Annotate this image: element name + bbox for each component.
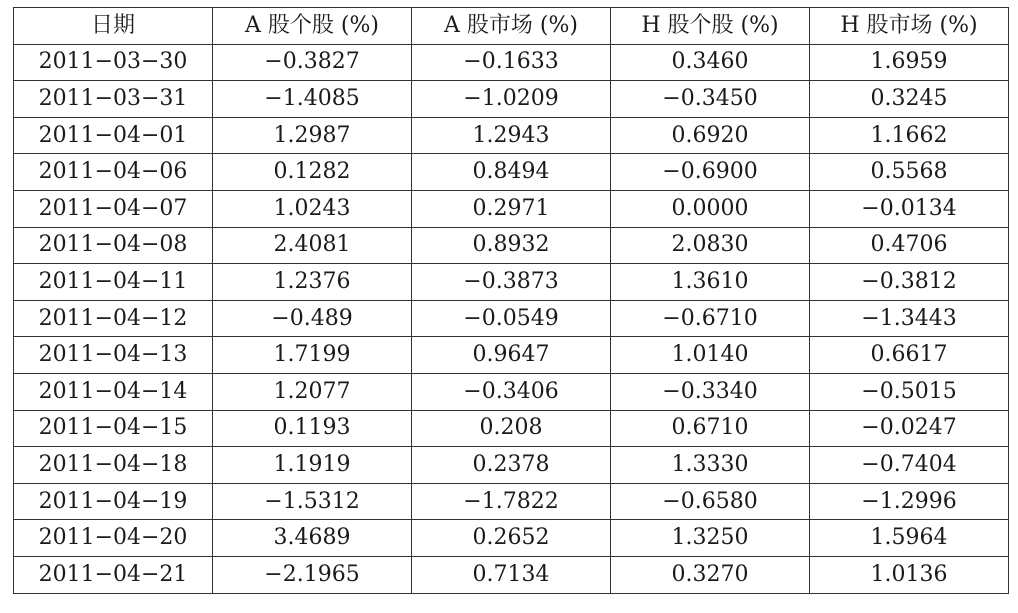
data-table-container	[13, 7, 1008, 594]
cell-h-stock: −0.6710	[611, 300, 810, 337]
cell-h-stock: 0.3460	[611, 44, 810, 81]
cell-a-stock: −0.3827	[213, 44, 412, 81]
cell-a-market: −0.0549	[412, 300, 611, 337]
cell-a-market: −0.3873	[412, 264, 611, 301]
cell-a-stock: 1.2077	[213, 373, 412, 410]
table-row	[14, 44, 1009, 81]
header-a-stock: A 股个股 (%)	[213, 8, 412, 45]
cell-a-stock: 1.1919	[213, 447, 412, 484]
cell-h-market: −0.7404	[810, 447, 1009, 484]
table-row	[14, 520, 1009, 557]
table-row	[14, 337, 1009, 374]
cell-a-stock: 2.4081	[213, 227, 412, 264]
cell-date: 2011−04−15	[14, 410, 213, 447]
table-row	[14, 447, 1009, 484]
cell-date: 2011−04−11	[14, 264, 213, 301]
table-row	[14, 154, 1009, 191]
cell-date: 2011−04−08	[14, 227, 213, 264]
cell-a-market: 0.2971	[412, 190, 611, 227]
cell-a-stock: −0.489	[213, 300, 412, 337]
table-row	[14, 81, 1009, 118]
cell-h-market: 0.5568	[810, 154, 1009, 191]
cell-a-market: 0.8932	[412, 227, 611, 264]
cell-a-stock: −1.5312	[213, 483, 412, 520]
header-a-market: A 股市场 (%)	[412, 8, 611, 45]
cell-h-stock: −0.3340	[611, 373, 810, 410]
cell-h-stock: 0.0000	[611, 190, 810, 227]
table-row	[14, 556, 1009, 593]
cell-date: 2011−04−13	[14, 337, 213, 374]
table-row	[14, 190, 1009, 227]
cell-h-market: 1.5964	[810, 520, 1009, 557]
cell-a-market: 0.208	[412, 410, 611, 447]
cell-h-stock: −0.6580	[611, 483, 810, 520]
cell-date: 2011−03−31	[14, 81, 213, 118]
cell-a-stock: 1.0243	[213, 190, 412, 227]
cell-h-stock: 2.0830	[611, 227, 810, 264]
cell-h-market: 1.6959	[810, 44, 1009, 81]
cell-a-stock: 3.4689	[213, 520, 412, 557]
cell-h-market: 0.4706	[810, 227, 1009, 264]
cell-date: 2011−04−19	[14, 483, 213, 520]
cell-date: 2011−04−14	[14, 373, 213, 410]
cell-date: 2011−04−21	[14, 556, 213, 593]
cell-h-market: −0.5015	[810, 373, 1009, 410]
table-row	[14, 483, 1009, 520]
cell-a-stock: 1.2987	[213, 117, 412, 154]
table-row	[14, 227, 1009, 264]
cell-a-market: −1.7822	[412, 483, 611, 520]
header-h-stock: H 股个股 (%)	[611, 8, 810, 45]
cell-h-market: −1.3443	[810, 300, 1009, 337]
cell-h-stock: 1.3250	[611, 520, 810, 557]
cell-h-market: 1.0136	[810, 556, 1009, 593]
cell-h-market: 0.3245	[810, 81, 1009, 118]
cell-a-market: 0.2378	[412, 447, 611, 484]
cell-h-stock: 0.3270	[611, 556, 810, 593]
cell-a-market: 0.2652	[412, 520, 611, 557]
cell-a-market: 1.2943	[412, 117, 611, 154]
cell-date: 2011−03−30	[14, 44, 213, 81]
table-row	[14, 264, 1009, 301]
cell-date: 2011−04−06	[14, 154, 213, 191]
table-row	[14, 373, 1009, 410]
returns-table	[13, 7, 1009, 594]
cell-h-stock: 1.3330	[611, 447, 810, 484]
cell-a-stock: 0.1193	[213, 410, 412, 447]
cell-a-market: −1.0209	[412, 81, 611, 118]
table-row	[14, 117, 1009, 154]
cell-h-market: −0.0247	[810, 410, 1009, 447]
cell-a-market: 0.8494	[412, 154, 611, 191]
header-h-market: H 股市场 (%)	[810, 8, 1009, 45]
cell-a-market: −0.1633	[412, 44, 611, 81]
header-row	[14, 8, 1009, 45]
cell-date: 2011−04−01	[14, 117, 213, 154]
cell-h-market: 0.6617	[810, 337, 1009, 374]
cell-h-stock: 1.0140	[611, 337, 810, 374]
cell-date: 2011−04−07	[14, 190, 213, 227]
cell-a-market: 0.9647	[412, 337, 611, 374]
cell-a-market: 0.7134	[412, 556, 611, 593]
cell-a-stock: 1.2376	[213, 264, 412, 301]
cell-h-market: −0.0134	[810, 190, 1009, 227]
cell-h-market: −0.3812	[810, 264, 1009, 301]
table-row	[14, 410, 1009, 447]
cell-a-market: −0.3406	[412, 373, 611, 410]
cell-date: 2011−04−20	[14, 520, 213, 557]
cell-h-stock: 0.6710	[611, 410, 810, 447]
cell-h-stock: −0.3450	[611, 81, 810, 118]
cell-a-stock: −1.4085	[213, 81, 412, 118]
cell-h-stock: −0.6900	[611, 154, 810, 191]
header-date: 日期	[14, 8, 213, 45]
cell-date: 2011−04−18	[14, 447, 213, 484]
table-body	[14, 44, 1009, 593]
cell-a-stock: −2.1965	[213, 556, 412, 593]
cell-h-stock: 0.6920	[611, 117, 810, 154]
cell-a-stock: 0.1282	[213, 154, 412, 191]
cell-h-stock: 1.3610	[611, 264, 810, 301]
table-row	[14, 300, 1009, 337]
cell-h-market: −1.2996	[810, 483, 1009, 520]
cell-a-stock: 1.7199	[213, 337, 412, 374]
table-header	[14, 8, 1009, 45]
cell-h-market: 1.1662	[810, 117, 1009, 154]
cell-date: 2011−04−12	[14, 300, 213, 337]
